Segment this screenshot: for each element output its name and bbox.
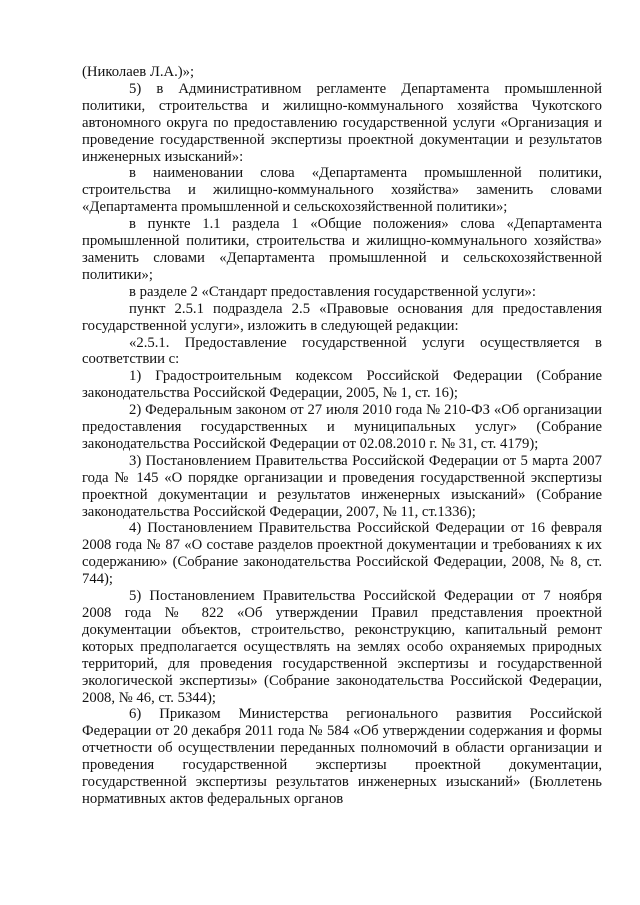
paragraph-clause-2-5-1: пункт 2.5.1 подраздела 2.5 «Правовые основания для предоставления государственной услуги», изложить в следующей редакции: — [82, 300, 602, 334]
paragraph-title-change: в наименовании слова «Департамента промышленной политики, строительства и жилищно-коммунального хозяйства» заменить словами «Департамента промышленной и сельскохозяйственной политики»; — [82, 165, 602, 216]
list-item-3: 3) Постановлением Правительства Российской Федерации от 5 марта 2007 года № 145 «О порядке организации и проведения государственной экспертизы проектной документации и результатов инженерных изысканий» (Собрание законодательства Российской Федерации, 2007, № 11, ст.1336); — [82, 452, 602, 520]
list-item-4: 4) Постановлением Правительства Российской Федерации от 16 февраля 2008 года № 87 «О составе разделов проектной документации и требованиях к их содержанию» (Собрание законодательства Российской Федерации, 2008, № 8, ст. 744); — [82, 520, 602, 588]
paragraph-clause-1-1: в пункте 1.1 раздела 1 «Общие положения» слова «Департамента промышленной политики, строительства и жилищно-коммунального хозяйства» заменить словами «Департамента промышленной и сельскохозяйственной политики»; — [82, 216, 602, 283]
paragraph-item-5: 5) в Административном регламенте Департамента промышленной политики, строительства и жилищно-коммунального хозяйства Чукотского автономного округа по предоставлению государственной услуги «Организация и проведение государственной экспертизы проектной документации и результатов инженерных изысканий»: — [82, 80, 602, 165]
list-item-6: 6) Приказом Министерства регионального развития Российской Федерации от 20 декабря 2011 года № 584 «Об утверждении содержания и формы отчетности об осуществлении переданных полномочий в области организации и проведения государственной экспертизы проектной документации, государственной экспертизы результатов инженерных изысканий» (Бюллетень нормативных актов федеральных органов — [82, 706, 602, 807]
list-item-5: 5) Постановлением Правительства Российской Федерации от 7 ноября 2008 года № 822 «Об утверждении Правил представления проектной документации объектов, строительство, реконструкцию, капитальный ремонт которых предполагается осуществлять на землях особо охраняемых природных территорий, для проведения государственной экспертизы и государственной экологической экспертизы» (Собрание законодательства Российской Федерации, 2008, № 46, ст. 5344); — [82, 588, 602, 706]
list-item-1: 1) Градостроительным кодексом Российской Федерации (Собрание законодательства Российской Федерации, 2005, № 1, ст. 16); — [82, 368, 602, 402]
paragraph-continuation: (Николаев Л.А.)»; — [82, 64, 195, 80]
paragraph-section-2: в разделе 2 «Стандарт предоставления государственной услуги»: — [129, 283, 536, 300]
document-page — [82, 64, 602, 808]
paragraph-new-wording: «2.5.1. Предоставление государственной услуги осуществляется в соответствии с: — [82, 334, 602, 368]
list-item-2: 2) Федеральным законом от 27 июля 2010 года № 210-ФЗ «Об организации предоставления государственных и муниципальных услуг» (Собрание законодательства Российской Федерации от 02.08.2010 г. № 31, ст. 4179); — [82, 402, 602, 452]
